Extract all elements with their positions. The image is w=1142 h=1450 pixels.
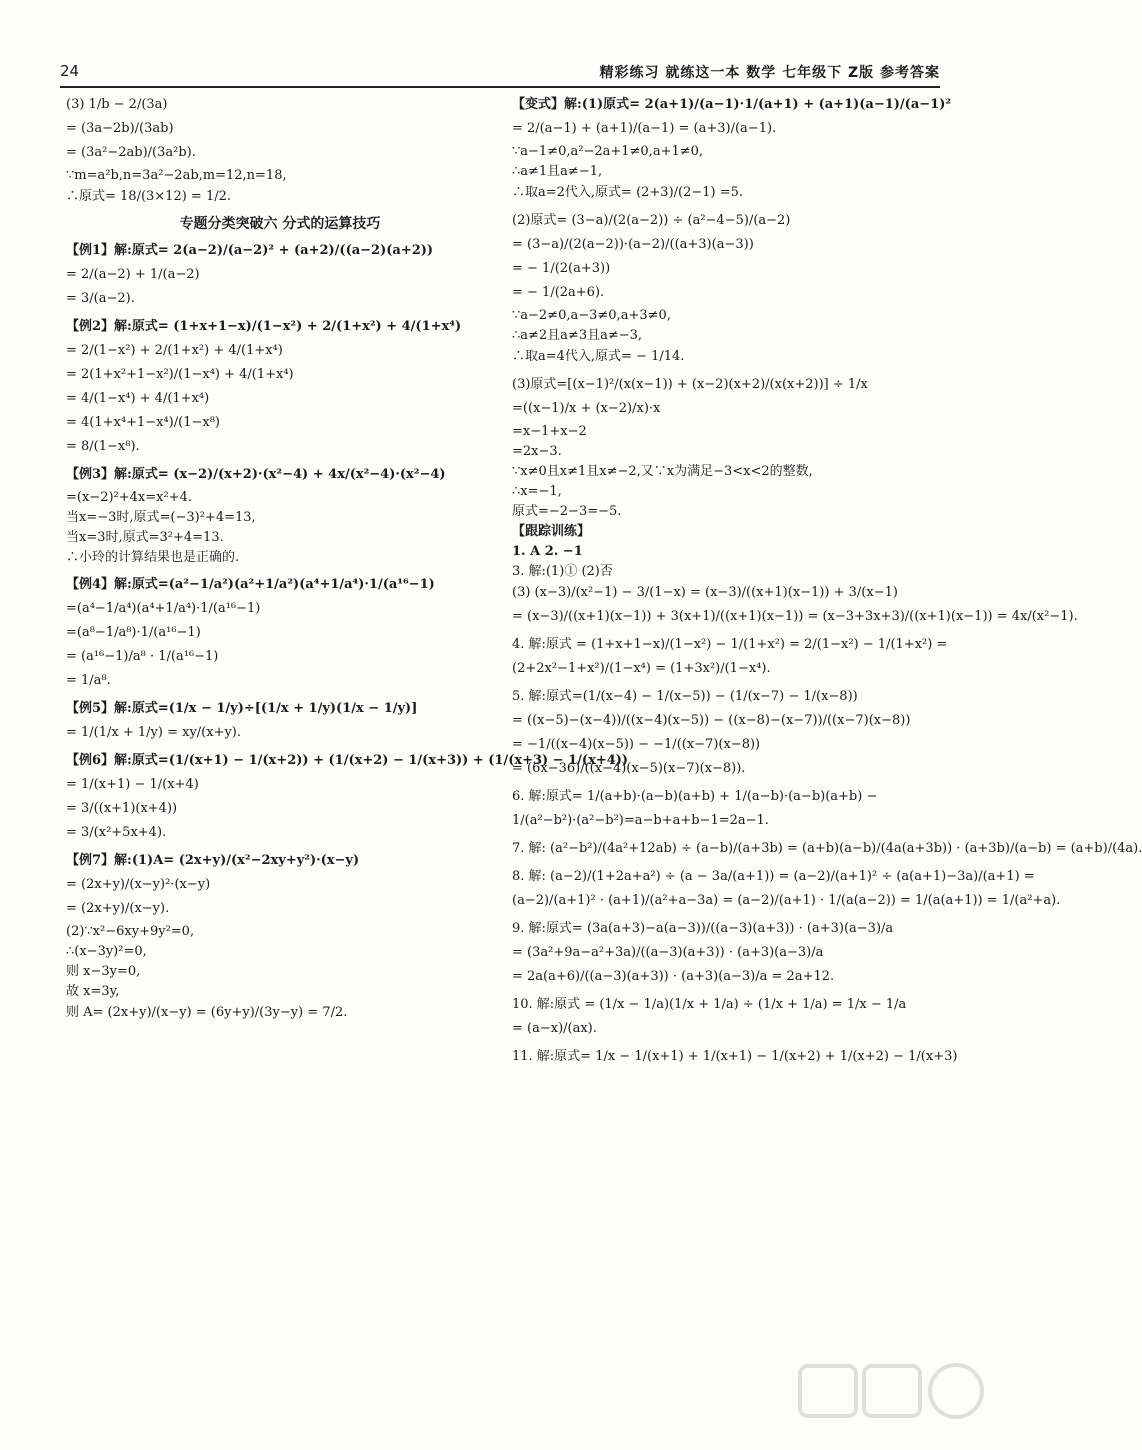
solution-line: (2+2x²−1+x²)/(1−x⁴) = (1+3x²)/(1−x⁴).	[512, 661, 771, 676]
solution-line: =(a⁴−1/a⁴)(a⁴+1/a⁴)·1/(a¹⁶−1)	[66, 601, 261, 616]
example-heading: 【例1】解:原式= 2(a−2)/(a−2)² + (a+2)/((a−2)(a+2))	[66, 243, 434, 258]
section-title: 专题分类突破六 分式的运算技巧	[179, 216, 381, 232]
solution-line: =x−1+x−2	[512, 424, 587, 439]
solution-line: = (3a−2b)/(3ab)	[66, 121, 174, 136]
solution-line: =2x−3.	[512, 444, 562, 459]
answer-line: 8. 解: (a−2)/(1+2a+a²) ÷ (a − 3a/(a+1)) = (a−2)/(a+1)² ÷ (a(a+1)−3a)/(a+1) =	[512, 869, 1035, 884]
example-heading: 【变式】解:(1)原式= 2(a+1)/(a−1)·1/(a+1) + (a+1)(a−1)/(a−1)²	[512, 97, 952, 112]
solution-line: = 2/(a−2) + 1/(a−2)	[66, 267, 200, 282]
solution-line: = 2a(a+6)/((a−3)(a+3)) · (a+3)(a−3)/a = 2a+12.	[512, 969, 835, 984]
example-heading: 【例7】解:(1)A= (2x+y)/(x²−2xy+y²)·(x−y)	[66, 853, 360, 868]
example-heading: 【例4】解:原式=(a²−1/a²)(a²+1/a²)(a⁴+1/a⁴)·1/(a¹⁶−1)	[66, 577, 435, 592]
solution-line: = (3a²+9a−a²+3a)/((a−3)(a+3)) · (a+3)(a−3)/a	[512, 945, 824, 960]
solution-line: = 3/((x+1)(x+4))	[66, 801, 178, 816]
solution-line: 则 A= (2x+y)/(x−y) = (6y+y)/(3y−y) = 7/2.	[66, 1005, 348, 1020]
solution-line: = (2x+y)/(x−y).	[66, 901, 170, 916]
solution-line: ∴小玲的计算结果也是正确的.	[66, 550, 240, 565]
answer-line: 4. 解:原式 = (1+x+1−x)/(1−x²) − 1/(1+x²) = 2/(1−x²) − 1/(1+x²) =	[512, 637, 948, 652]
example-heading: 【例5】解:原式=(1/x − 1/y)÷[(1/x + 1/y)(1/x − 1/y)]	[66, 701, 418, 716]
solution-line: (2)∵x²−6xy+9y²=0,	[66, 924, 195, 939]
solution-line: ∵a−1≠0,a²−2a+1≠0,a+1≠0,	[512, 144, 704, 159]
solution-line: ∴(x−3y)²=0,	[66, 944, 147, 959]
solution-line: = 8/(1−x⁸).	[66, 439, 140, 454]
solution-line: ∵x≠0且x≠1且x≠−2,又∵x为满足−3<x<2的整数,	[512, 464, 813, 479]
solution-line: 则 x−3y=0,	[66, 964, 141, 979]
solution-line: = 3/(x²+5x+4).	[66, 825, 167, 840]
solution-line: = 4/(1−x⁴) + 4/(1+x⁴)	[66, 391, 210, 406]
solution-line: = (x−3)/((x+1)(x−1)) + 3(x+1)/((x+1)(x−1)) = (x−3+3x+3)/((x+1)(x−1)) = 4x/(x²−1).	[512, 609, 1078, 624]
solution-line: (3)原式=[(x−1)²/(x(x−1)) + (x−2)(x+2)/(x(x+2))] ÷ 1/x	[512, 377, 868, 392]
answer-line: 10. 解:原式 = (1/x − 1/a)(1/x + 1/a) ÷ (1/x + 1/a) = 1/x − 1/a	[512, 997, 907, 1012]
solution-line: ∵a−2≠0,a−3≠0,a+3≠0,	[512, 308, 671, 323]
solution-line: = (3−a)/(2(a−2))·(a−2)/((a+3)(a−3))	[512, 237, 754, 252]
solution-line: (3) (x−3)/(x²−1) − 3/(1−x) = (x−3)/((x+1)(x−1)) + 3/(x−1)	[512, 585, 898, 600]
solution-line: 当x=3时,原式=3²+4=13.	[66, 530, 224, 545]
solution-line: 当x=−3时,原式=(−3)²+4=13,	[66, 510, 256, 525]
example-heading: 【例3】解:原式= (x−2)/(x+2)·(x²−4) + 4x/(x²−4)·(x²−4)	[66, 467, 446, 482]
solution-line: ∵m=a²b,n=3a²−2ab,m=12,n=18,	[66, 168, 287, 183]
running-title: 精彩练习 就练这一本 数学 七年级下 Z版 参考答案	[599, 65, 940, 81]
solution-line: = − 1/(2a+6).	[512, 285, 605, 300]
solution-line: = − 1/(2(a+3))	[512, 261, 611, 276]
answer-line: 7. 解: (a²−b²)/(4a²+12ab) ÷ (a−b)/(a+3b) = (a+b)(a−b)/(4a(a+3b)) · (a+3b)/(a−b) = (a+b)/(4a).	[512, 841, 1142, 856]
solution-line: =(a⁸−1/a⁸)·1/(a¹⁶−1)	[66, 625, 201, 640]
solution-line: = 1/(x+1) − 1/(x+4)	[66, 777, 199, 792]
solution-line: ∴取a=4代入,原式= − 1/14.	[512, 349, 685, 364]
solution-line: (a−2)/(a+1)² · (a+1)/(a²+a−3a) = (a−2)/(a+1) · 1/(a(a−2)) = 1/(a(a+1)) = 1/(a²+a).	[512, 893, 1061, 908]
solution-line: = 2(1+x²+1−x²)/(1−x⁴) + 4/(1+x⁴)	[66, 367, 294, 382]
solution-line: = (3a²−2ab)/(3a²b).	[66, 145, 196, 160]
solution-line: = 2/(a−1) + (a+1)/(a−1) = (a+3)/(a−1).	[512, 121, 777, 136]
example-heading: 【例6】解:原式=(1/(x+1) − 1/(x+2)) + (1/(x+2) − 1/(x+3)) + (1/(x+3) − 1/(x+4))	[66, 753, 629, 768]
solution-line: = (a−x)/(ax).	[512, 1021, 597, 1036]
solution-line: =(x−2)²+4x=x²+4.	[66, 490, 192, 505]
example-heading: 【例2】解:原式= (1+x+1−x)/(1−x²) + 2/(1+x²) + 4/(1+x⁴)	[66, 319, 462, 334]
solution-line: (2)原式= (3−a)/(2(a−2)) ÷ (a²−4−5)/(a−2)	[512, 213, 791, 228]
solution-line: ∴原式= 18/(3×12) = 1/2.	[66, 189, 232, 204]
solution-line: = (a¹⁶−1)/a⁸ · 1/(a¹⁶−1)	[66, 649, 219, 664]
answer-line: 3. 解:(1)① (2)否	[512, 564, 613, 579]
solution-line: 故 x=3y,	[66, 984, 120, 999]
solution-line: = 1/a⁸.	[66, 673, 111, 688]
solution-line: = 4(1+x⁴+1−x⁴)/(1−x⁸)	[66, 415, 220, 430]
page-number: 24	[60, 62, 80, 80]
solution-line: = (6x−36)/((x−4)(x−5)(x−7)(x−8)).	[512, 761, 746, 776]
solution-line: =((x−1)/x + (x−2)/x)·x	[512, 401, 661, 416]
solution-line: = (2x+y)/(x−y)²·(x−y)	[66, 877, 211, 892]
answer-line: 5. 解:原式=(1/(x−4) − 1/(x−5)) − (1/(x−7) − 1/(x−8))	[512, 689, 858, 704]
solution-line: (3) 1/b − 2/(3a)	[66, 97, 168, 112]
solution-line: ∴x=−1,	[512, 484, 562, 499]
solution-line: 1/(a²−b²)·(a²−b²)=a−b+a+b−1=2a−1.	[512, 813, 769, 828]
answer-line: 9. 解:原式= (3a(a+3)−a(a−3))/((a−3)(a+3)) · (a+3)(a−3)/a	[512, 921, 894, 936]
section-heading: 【跟踪训练】	[512, 524, 591, 539]
solution-line: ∴a≠1且a≠−1,	[512, 164, 603, 179]
solution-line: = 2/(1−x²) + 2/(1+x²) + 4/(1+x⁴)	[66, 343, 283, 358]
answer-line: 11. 解:原式= 1/x − 1/(x+1) + 1/(x+1) − 1/(x+2) + 1/(x+2) − 1/(x+3)	[512, 1049, 958, 1064]
solution-line: ∴取a=2代入,原式= (2+3)/(2−1) =5.	[512, 185, 744, 200]
page-header	[60, 60, 940, 88]
answer-line: 6. 解:原式= 1/(a+b)·(a−b)(a+b) + 1/(a−b)·(a−b)(a+b) −	[512, 789, 878, 804]
solution-line: 原式=−2−3=−5.	[512, 504, 622, 519]
answer-line: 1. A 2. −1	[512, 544, 583, 559]
watermark-logo	[798, 1360, 988, 1438]
solution-line: = ((x−5)−(x−4))/((x−4)(x−5)) − ((x−8)−(x−7))/((x−7)(x−8))	[512, 713, 911, 728]
solution-line: = −1/((x−4)(x−5)) − −1/((x−7)(x−8))	[512, 737, 761, 752]
solution-line: = 1/(1/x + 1/y) = xy/(x+y).	[66, 725, 242, 740]
right-column	[512, 96, 1142, 1072]
solution-line: = 3/(a−2).	[66, 291, 135, 306]
solution-line: ∴a≠2且a≠3且a≠−3,	[512, 328, 643, 343]
